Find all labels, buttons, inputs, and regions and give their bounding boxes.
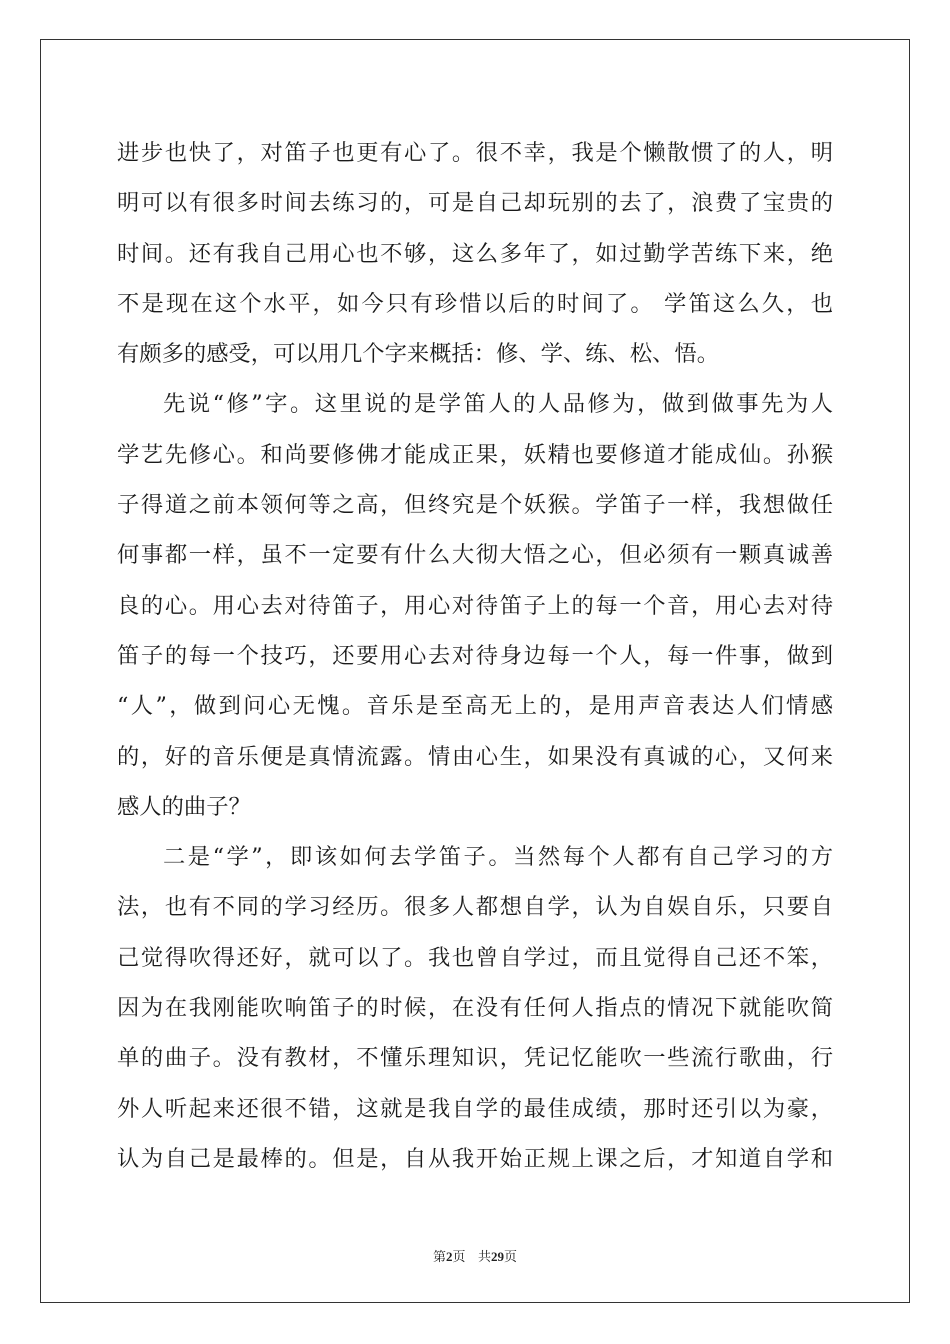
- text-line: 外人听起来还很不错，这就是我自学的最佳成绩，那时还引以为豪，: [117, 1095, 833, 1122]
- text-line: 法，也有不同的学习经历。很多人都想自学，认为自娱自乐，只要自: [117, 894, 833, 921]
- text-line: 己觉得吹得还好，就可以了。我也曾自学过，而且觉得自己还不笨，: [117, 944, 833, 971]
- page-suffix: 页: [452, 1250, 466, 1265]
- text-line: 不是现在这个水平，如今只有珍惜以后的时间了。 学笛这么久，也: [117, 290, 833, 317]
- text-line: 因为在我刚能吹响笛子的时候，在没有任何人指点的情况下就能吹简: [117, 995, 833, 1022]
- text-line: 认为自己是最棒的。但是，自从我开始正规上课之后，才知道自学和: [117, 1145, 833, 1172]
- total-pages: 29: [490, 1249, 504, 1264]
- text-line: 进步也快了，对笛子也更有心了。很不幸，我是个懒散惯了的人，明: [117, 140, 833, 166]
- text-line: 感人的曲子？: [117, 793, 251, 820]
- text-line: 的，好的音乐便是真情流露。情由心生，如果没有真诚的心，又何来: [117, 743, 833, 770]
- page-number: 2: [446, 1249, 453, 1264]
- total-suffix: 页: [503, 1250, 517, 1265]
- text-line: 笛子的每一个技巧，还要用心去对待身边每一个人，每一件事，做到: [117, 642, 833, 669]
- text-line: 良的心。用心去对待笛子，用心对待笛子上的每一个音，用心去对待: [117, 592, 833, 619]
- paragraph-start-line: 先说“修”字。这里说的是学笛人的人品修为，做到做事先为人: [163, 391, 833, 418]
- text-line: 学艺先修心。和尚要修佛才能成正果，妖精也要修道才能成仙。孙猴: [117, 441, 833, 468]
- text-line: 单的曲子。没有教材，不懂乐理知识，凭记忆能吹一些流行歌曲，行: [117, 1045, 833, 1072]
- text-line: 明可以有很多时间去练习的，可是自己却玩别的去了，浪费了宝贵的: [117, 190, 833, 217]
- paragraph-start-line: 二是“学”，即该如何去学笛子。当然每个人都有自己学习的方: [163, 844, 833, 871]
- text-line: 有颇多的感受，可以用几个字来概括：修、学、练、松、悟。: [117, 341, 720, 368]
- text-line: 子得道之前本领何等之高，但终究是个妖猴。学笛子一样，我想做任: [117, 492, 833, 519]
- text-line: 时间。还有我自己用心也不够，这么多年了，如过勤学苦练下来，绝: [117, 240, 833, 267]
- text-line: 何事都一样，虽不一定要有什么大彻大悟之心，但必须有一颗真诚善: [117, 542, 833, 569]
- document-body: [117, 128, 833, 1184]
- total-prefix: 共: [477, 1250, 491, 1265]
- page-prefix: 第: [433, 1250, 447, 1265]
- page-footer: [0, 1248, 950, 1267]
- text-line: “人”，做到问心无愧。音乐是至高无上的，是用声音表达人们情感: [117, 693, 833, 720]
